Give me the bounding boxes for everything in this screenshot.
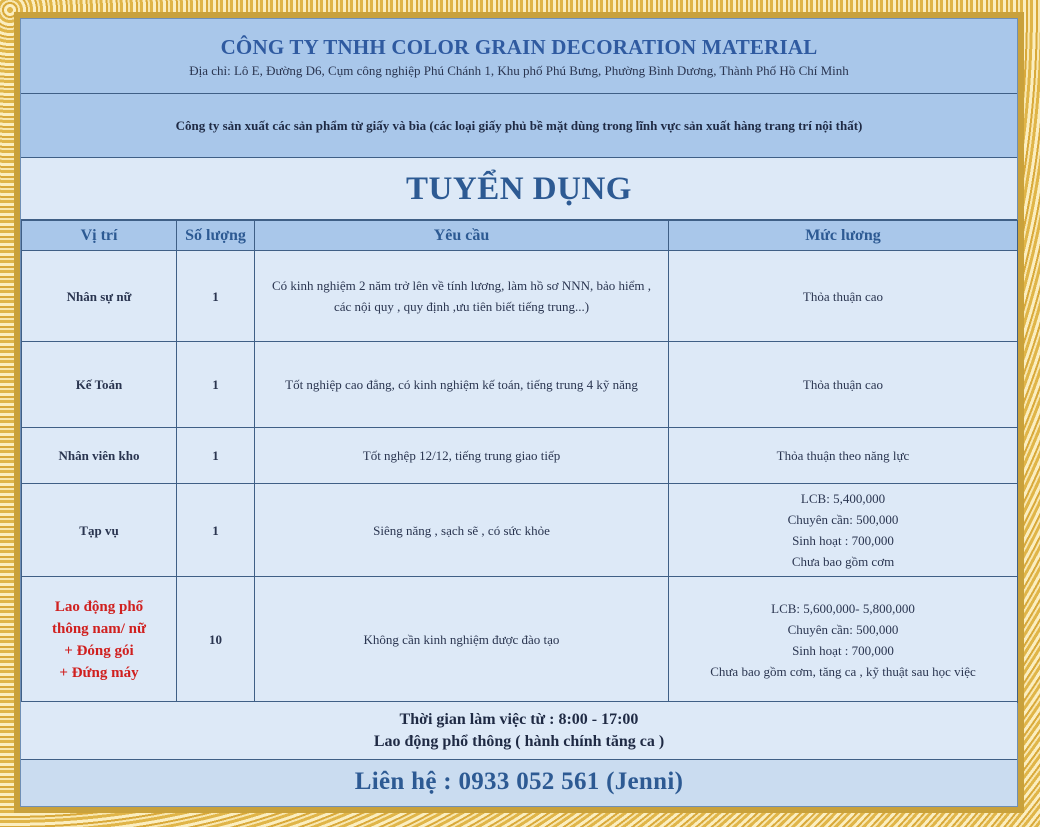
salary-line: Thỏa thuận theo năng lực (776, 448, 910, 463)
recruitment-poster (20, 18, 1018, 807)
position-cell: Nhân sự nữ (22, 251, 177, 342)
work-time-band (21, 701, 1017, 760)
position-line: thông nam/ nữ (51, 620, 147, 637)
salary-line: Chưa bao gồm cơm, tăng ca , kỹ thuật sau học việc (710, 663, 976, 679)
table-row (22, 251, 1018, 342)
requirements-cell: Không cần kinh nghiệm được đào tạo (255, 577, 669, 703)
position-cell: Nhân viên kho (22, 428, 177, 484)
page-title: TUYỂN DỤNG (406, 171, 632, 207)
requirements-cell: Tốt nghiệp cao đẳng, có kinh nghiệm kế toán, tiếng trung 4 kỹ năng (255, 342, 669, 428)
salary-line: Chuyên cần: 500,000 (787, 512, 899, 527)
requirements-cell: Siêng năng , sạch sẽ , có sức khỏe (255, 484, 669, 577)
company-description: Công ty sản xuất các sản phẩm từ giấy và bìa (các loại giấy phủ bề mặt dùng trong lĩnh vực sản xuất hàng trang trí nội thất) (175, 118, 863, 133)
work-hours: Thời gian làm việc từ : 8:00 - 17:00 (399, 711, 639, 728)
table-row (22, 484, 1018, 577)
salary-line: Chưa bao gồm cơm (791, 554, 895, 569)
position-cell: Kế Toán (22, 342, 177, 428)
contact-band (21, 760, 1017, 806)
jobs-table (21, 220, 1018, 703)
salary-line: Thỏa thuận cao (802, 288, 884, 304)
salary-cell (669, 577, 1018, 703)
column-header-quantity: Số lượng (177, 221, 255, 251)
quantity-cell: 1 (177, 484, 255, 577)
column-header-salary: Mức lương (669, 221, 1018, 251)
salary-line: Sinh hoạt : 700,000 (792, 533, 894, 548)
requirements-cell: Có kinh nghiệm 2 năm trở lên về tính lương, làm hồ sơ NNN, bảo hiểm , các nội quy , quy định ,ưu tiên biết tiếng trung...) (255, 251, 669, 342)
company-header (21, 19, 1017, 94)
company-address: Địa chỉ: Lô E, Đường D6, Cụm công nghiệp Phú Chánh 1, Khu phố Phú Bưng, Phường Bình Dương, Thành Phố Hồ Chí Minh (189, 63, 849, 78)
work-shift-note: Lao động phổ thông ( hành chính tăng ca ) (373, 733, 665, 750)
salary-line: LCB: 5,600,000- 5,800,000 (771, 600, 915, 616)
salary-cell (669, 251, 1018, 342)
salary-line: Sinh hoạt : 700,000 (792, 642, 894, 658)
company-description-band (21, 94, 1017, 158)
salary-line: Thỏa thuận cao (802, 377, 884, 392)
salary-cell (669, 342, 1018, 428)
table-header-row (22, 221, 1018, 251)
salary-line: Chuyên cần: 500,000 (787, 621, 899, 637)
table-row (22, 342, 1018, 428)
position-line: + Đóng gói (64, 642, 134, 659)
quantity-cell: 1 (177, 428, 255, 484)
quantity-cell: 10 (177, 577, 255, 703)
position-line: + Đứng máy (59, 664, 139, 681)
salary-cell (669, 484, 1018, 577)
column-header-requirements: Yêu cầu (255, 221, 669, 251)
column-header-position: Vị trí (22, 221, 177, 251)
requirements-cell: Tốt nghệp 12/12, tiếng trung giao tiếp (255, 428, 669, 484)
contact-phone: Liên hệ : 0933 052 561 (Jenni) (354, 768, 684, 795)
position-line: Lao động phổ (54, 598, 144, 615)
company-name: CÔNG TY TNHH COLOR GRAIN DECORATION MATERIAL (220, 35, 818, 59)
salary-cell (669, 428, 1018, 484)
quantity-cell: 1 (177, 342, 255, 428)
title-band (21, 158, 1017, 220)
salary-line: LCB: 5,400,000 (800, 491, 886, 506)
table-row (22, 428, 1018, 484)
position-cell (22, 577, 177, 703)
table-row (22, 577, 1018, 703)
position-cell: Tạp vụ (22, 484, 177, 577)
quantity-cell: 1 (177, 251, 255, 342)
